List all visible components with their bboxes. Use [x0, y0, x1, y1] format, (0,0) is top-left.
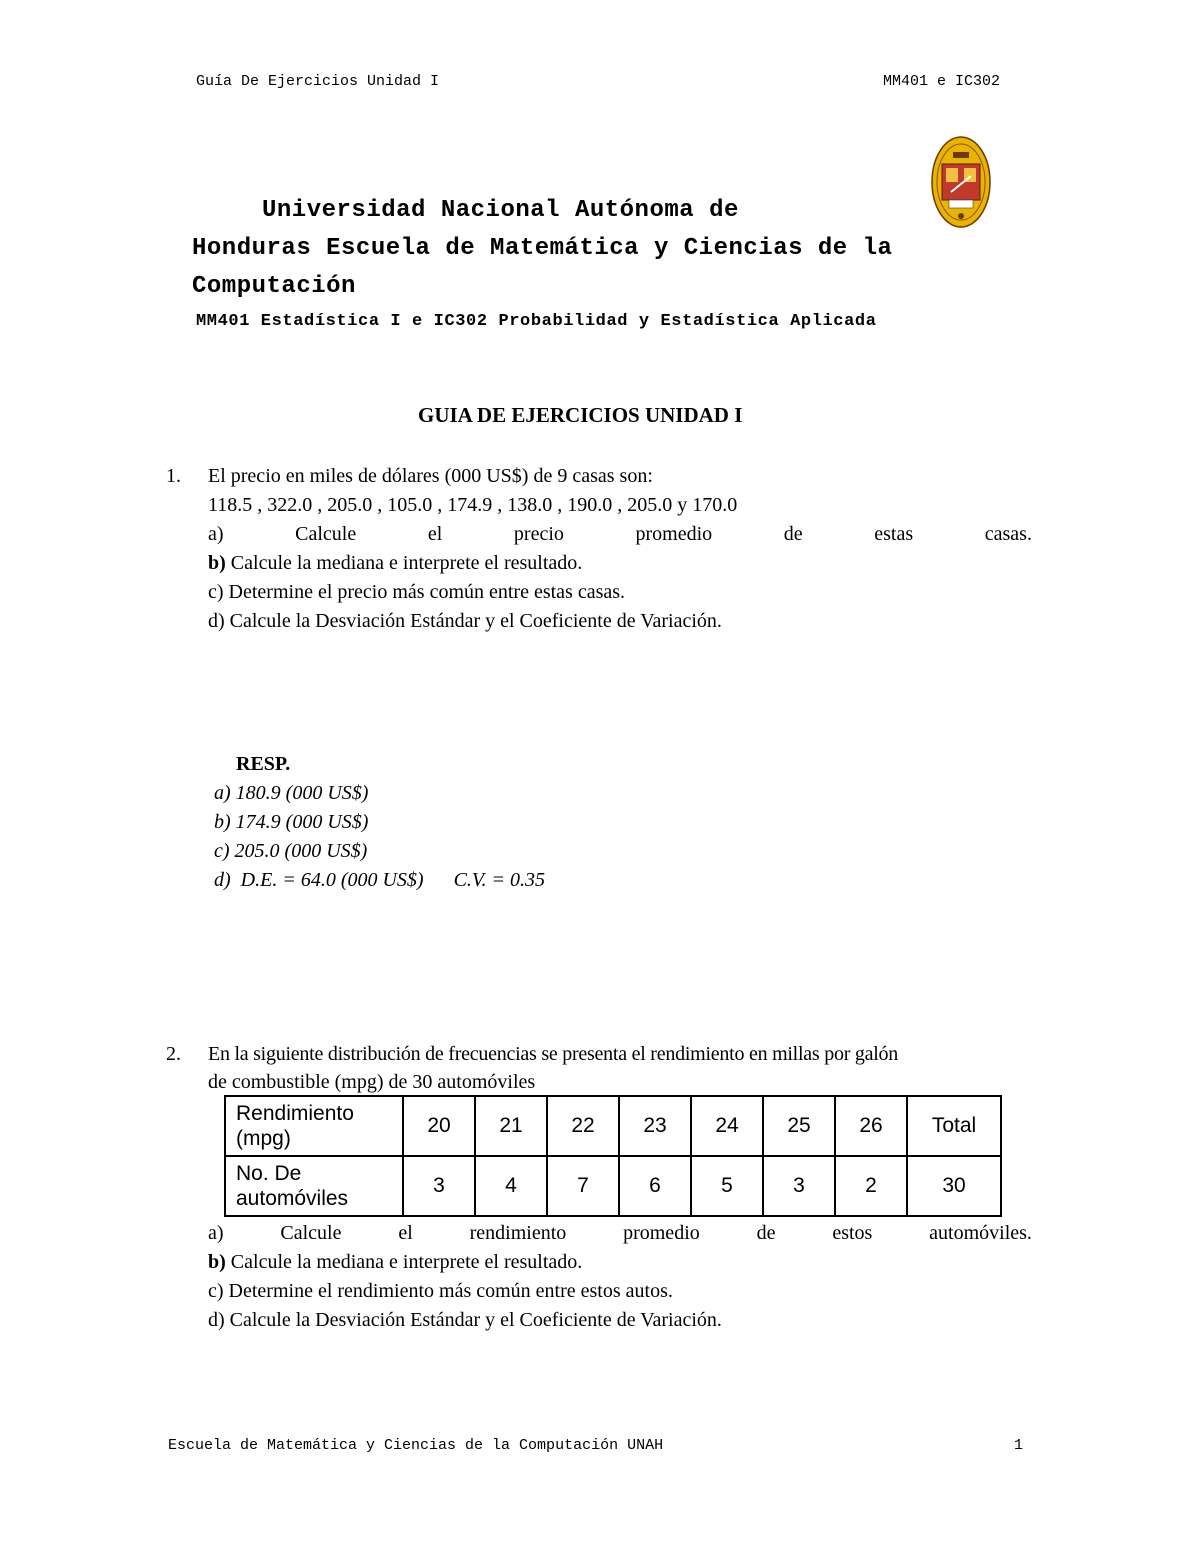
word: estas — [874, 523, 914, 545]
word: el — [398, 1222, 413, 1244]
row-header-rendimiento: Rendimiento (mpg) — [225, 1096, 403, 1156]
table-cell: 20 — [403, 1096, 475, 1156]
title-line-3: Computación — [192, 273, 356, 300]
row-header-automoviles: No. De automóviles — [225, 1156, 403, 1216]
word: rendimiento — [469, 1222, 567, 1244]
word: casas. — [984, 523, 1032, 545]
table-cell-total: 30 — [907, 1156, 1001, 1216]
response-a: a) 180.9 (000 US$) — [214, 782, 369, 804]
table-cell: 2 — [835, 1156, 907, 1216]
frequency-table — [224, 1095, 1002, 1217]
page-number: 1 — [1014, 1437, 1024, 1454]
word: precio — [513, 523, 564, 545]
table-cell-total-header: Total — [907, 1096, 1001, 1156]
exercise-1-item-c: c) Determine el precio más común entre estas casas. — [208, 581, 626, 603]
exercise-2-statement-line-2: de combustible (mpg) de 30 automóviles — [208, 1071, 536, 1093]
item-b-label: b) — [208, 1251, 226, 1273]
exercise-1-number: 1. — [166, 465, 181, 487]
item-b-text: Calcule la mediana e interprete el resultado. — [225, 552, 583, 574]
item-b-text: Calcule la mediana e interprete el resultado. — [225, 1251, 583, 1273]
response-c: c) 205.0 (000 US$) — [214, 840, 368, 862]
item-b-label: b) — [208, 552, 226, 574]
page-header-right: MM401 e IC302 — [883, 73, 1001, 90]
exercise-2-item-d: d) Calcule la Desviación Estándar y el Coeficiente de Variación. — [208, 1309, 722, 1331]
table-cell: 3 — [403, 1156, 475, 1216]
exercise-2-item-a — [208, 1219, 1032, 1248]
table-cell: 7 — [547, 1156, 619, 1216]
table-cell: 6 — [619, 1156, 691, 1216]
table-cell: 3 — [763, 1156, 835, 1216]
exercise-1-item-a — [208, 520, 1032, 549]
word: a) — [208, 523, 224, 545]
word: el — [427, 523, 443, 545]
word: de — [756, 1222, 776, 1244]
exercise-1-item-d: d) Calcule la Desviación Estándar y el Coeficiente de Variación. — [208, 610, 722, 632]
response-b: b) 174.9 (000 US$) — [214, 811, 369, 833]
table-cell: 22 — [547, 1096, 619, 1156]
exercise-2-item-b — [208, 1248, 582, 1277]
table-cell: 21 — [475, 1096, 547, 1156]
word: a) — [208, 1222, 224, 1244]
exercise-1-statement: El precio en miles de dólares (000 US$) de 9 casas son: — [208, 465, 653, 487]
exercise-2-number: 2. — [166, 1043, 181, 1065]
table-row — [225, 1096, 1001, 1156]
table-cell: 23 — [619, 1096, 691, 1156]
exercise-1-data: 118.5 , 322.0 , 205.0 , 105.0 , 174.9 , 138.0 , 190.0 , 205.0 y 170.0 — [208, 494, 738, 516]
exercise-2-item-c: c) Determine el rendimiento más común entre estos autos. — [208, 1280, 673, 1302]
word: Calcule — [280, 1222, 342, 1244]
exercise-2-statement-line-1: En la siguiente distribución de frecuencias se presenta el rendimiento en millas por galón — [208, 1043, 899, 1065]
title-line-2: Honduras Escuela de Matemática y Ciencias de la — [192, 235, 893, 262]
word: de — [783, 523, 803, 545]
table-cell: 24 — [691, 1096, 763, 1156]
response-heading: RESP. — [236, 753, 291, 775]
word: promedio — [623, 1222, 700, 1244]
table-cell: 4 — [475, 1156, 547, 1216]
response-d: d) D.E. = 64.0 (000 US$) C.V. = 0.35 — [214, 869, 546, 891]
word: promedio — [635, 523, 713, 545]
word: automóviles. — [929, 1222, 1032, 1244]
section-heading: GUIA DE EJERCICIOS UNIDAD I — [418, 403, 743, 427]
table-row — [225, 1156, 1001, 1216]
table-cell: 26 — [835, 1096, 907, 1156]
course-title: MM401 Estadística I e IC302 Probabilidad y Estadística Aplicada — [196, 312, 877, 331]
table-cell: 25 — [763, 1096, 835, 1156]
word: estos — [832, 1222, 873, 1244]
title-line-1: Universidad Nacional Autónoma de — [262, 197, 739, 224]
table-cell: 5 — [691, 1156, 763, 1216]
exercise-1-item-b — [208, 549, 582, 578]
page-header-left: Guía De Ejercicios Unidad I — [196, 73, 440, 90]
university-seal-logo — [931, 136, 991, 228]
page-footer-left: Escuela de Matemática y Ciencias de la Computación UNAH — [168, 1437, 664, 1454]
word: Calcule — [295, 523, 357, 545]
